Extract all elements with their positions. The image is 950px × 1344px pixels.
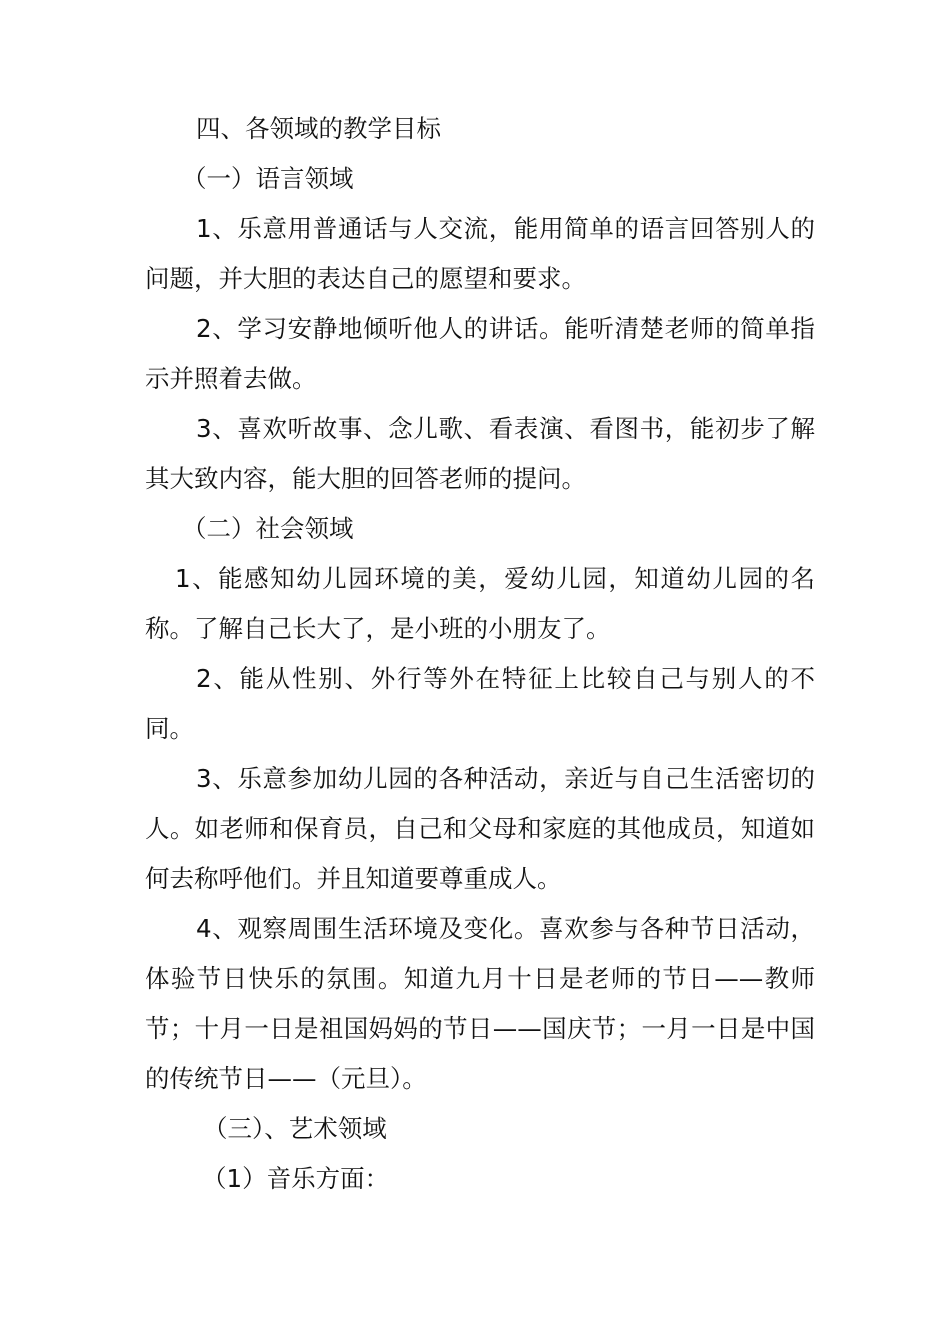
music-subtitle: （1）音乐方面： [202,1164,390,1193]
social-item-1: 1、能感知幼儿园环境的美，爱幼儿园，知道幼儿园的名称。了解自己长大了，是小班的小朋友了。 [145,564,815,643]
document-body [145,104,815,1204]
section-heading: 四、各领域的教学目标 [196,114,441,143]
social-item-3: 3、乐意参加幼儿园的各种活动，亲近与自己生活密切的人。如老师和保育员，自己和父母和家庭的其他成员，知道如何去称呼他们。并且知道要尊重成人。 [145,764,815,893]
art-domain-title: （三）、艺术领域 [203,1114,387,1143]
language-item-3: 3、喜欢听故事、念儿歌、看表演、看图书，能初步了解其大致内容，能大胆的回答老师的提问。 [145,414,815,493]
social-domain-title: （二）社会领域 [182,514,354,543]
language-domain-title: （一）语言领域 [182,164,354,193]
social-item-2: 2、能从性别、外行等外在特征上比较自己与别人的不同。 [145,664,815,743]
language-item-1: 1、乐意用普通话与人交流，能用简单的语言回答别人的问题，并大胆的表达自己的愿望和要求。 [145,214,815,293]
social-item-4: 4、观察周围生活环境及变化。喜欢参与各种节日活动，体验节日快乐的氛围。知道九月十日是老师的节日——教师节；十月一日是祖国妈妈的节日——国庆节；一月一日是中国的传统节日——（元旦）。 [145,914,815,1093]
language-item-2: 2、学习安静地倾听他人的讲话。能听清楚老师的简单指示并照着去做。 [145,314,815,393]
